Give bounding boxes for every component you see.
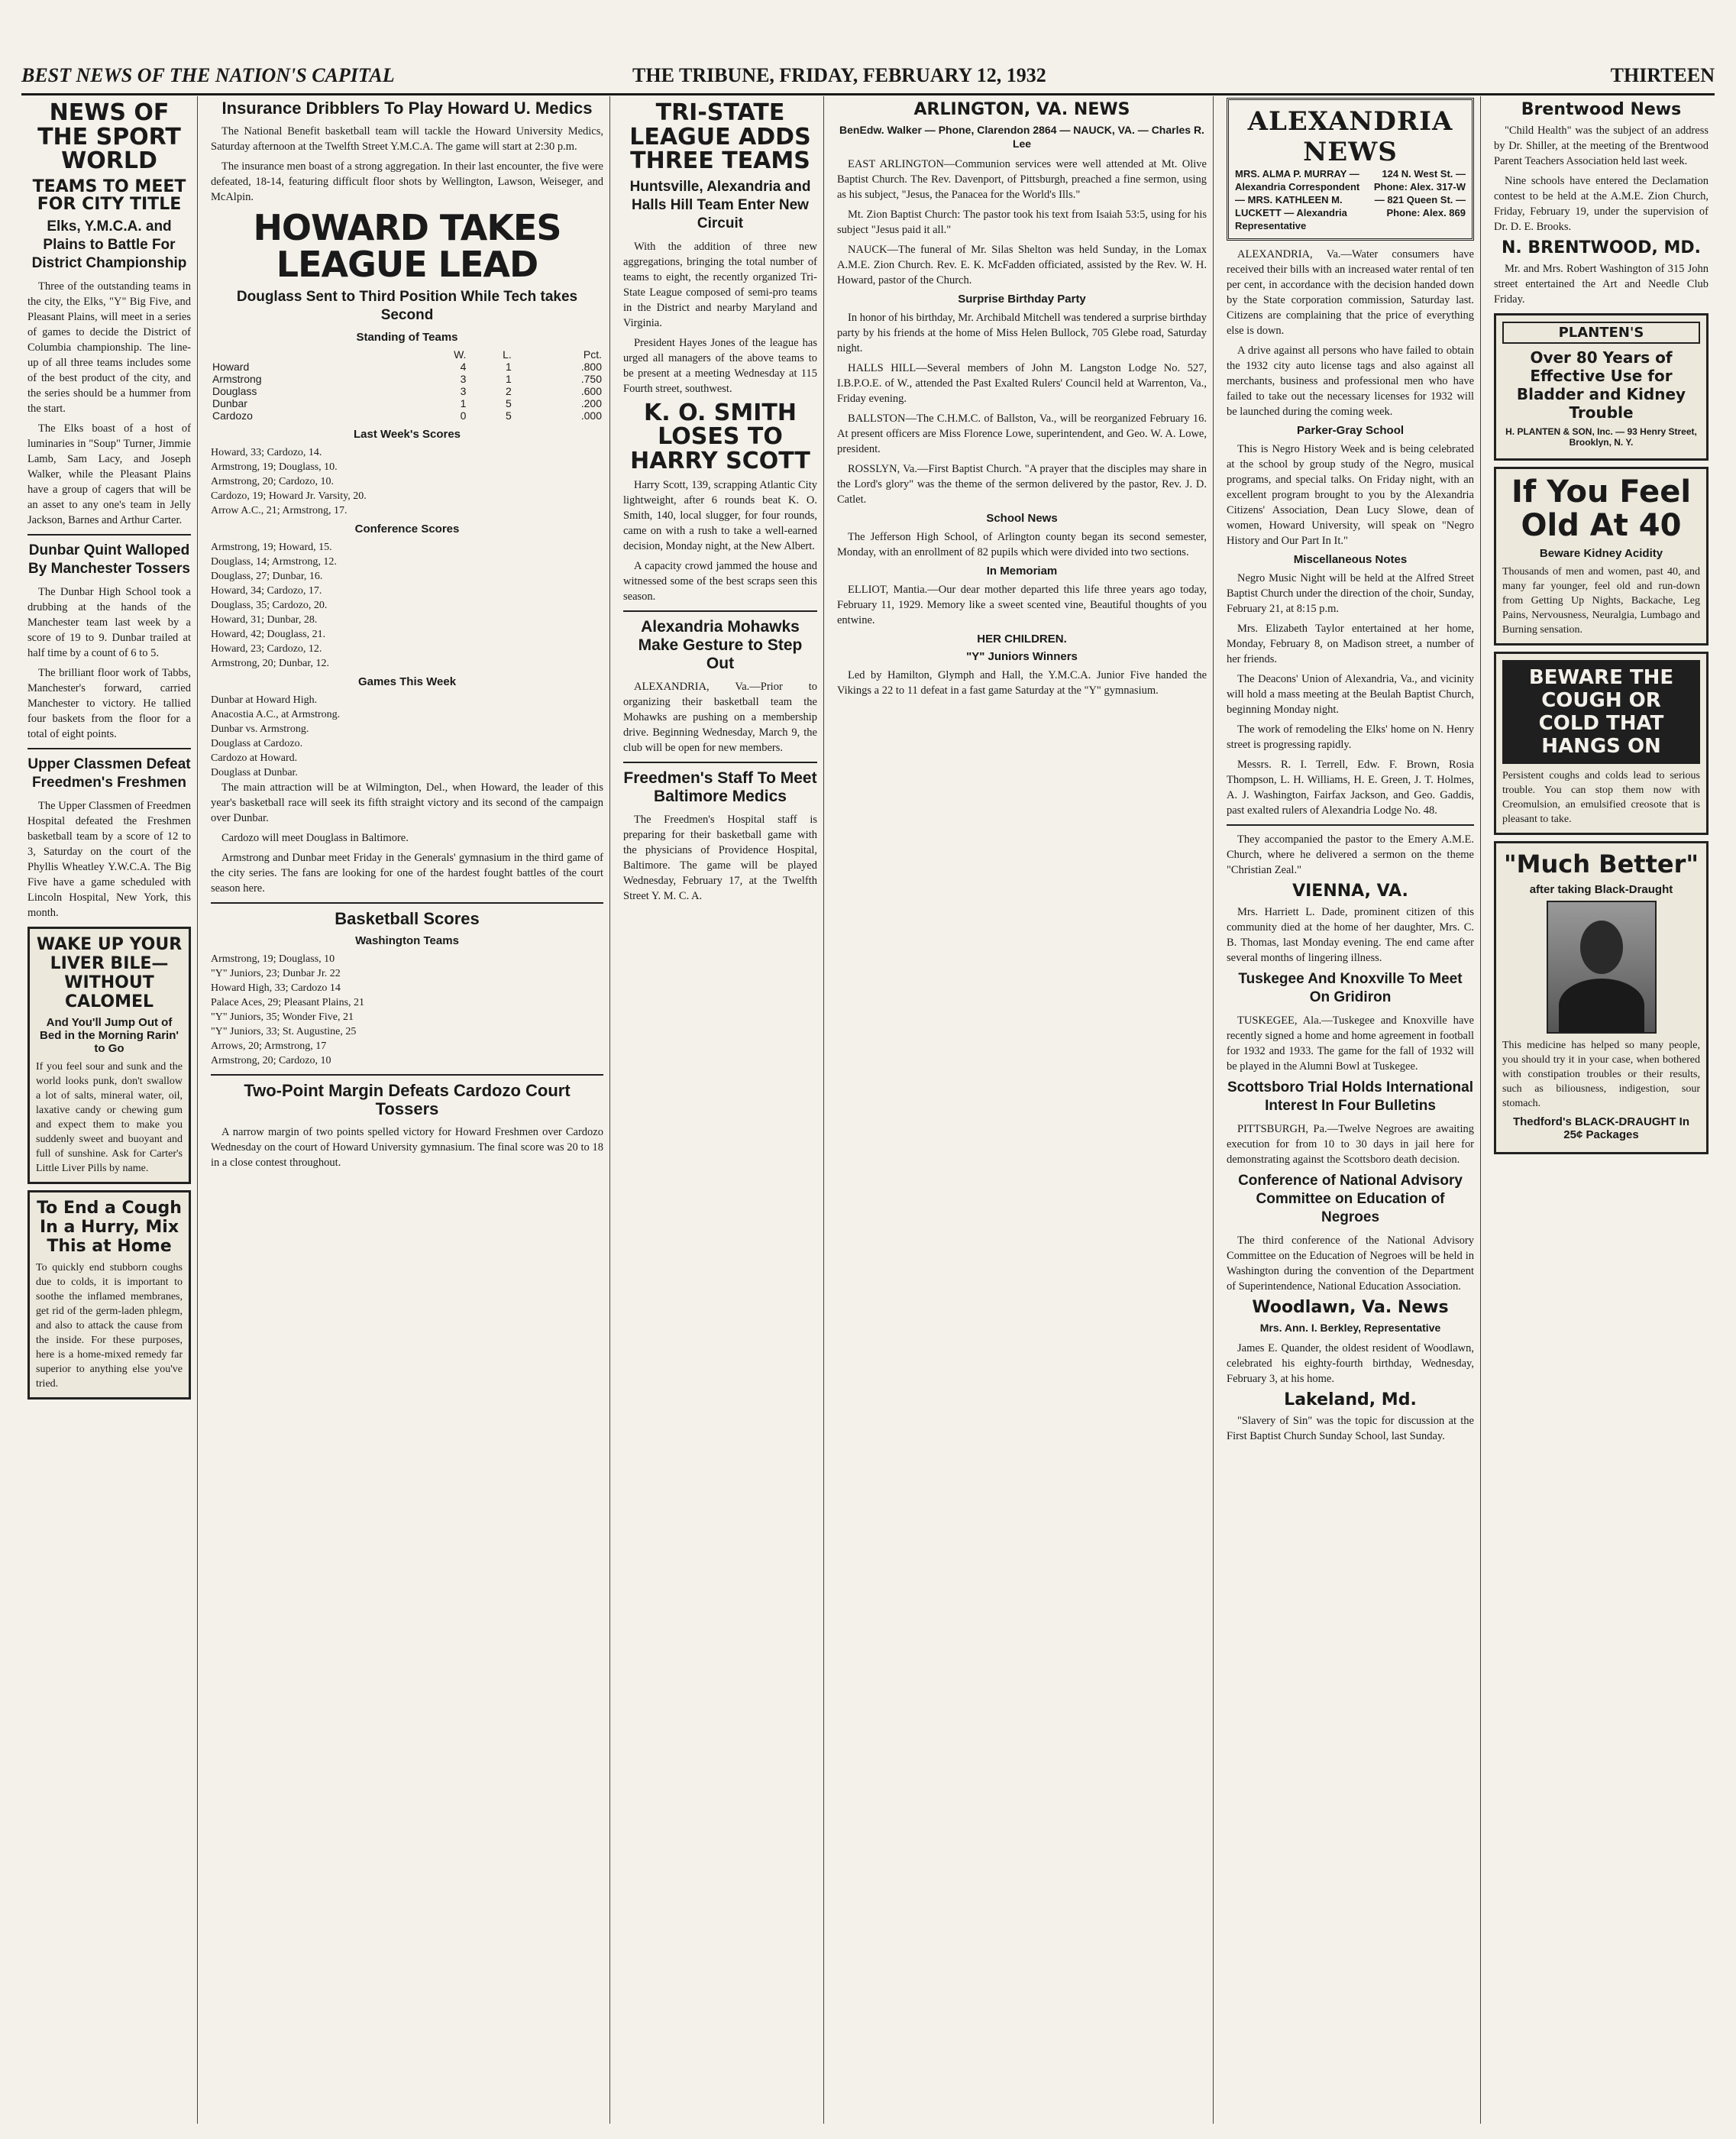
article-paragraph: The brilliant floor work of Tabbs, Manchester's forward, carried Manchester to victory. He tallied four baskets from the floor for a total of eight points. (27, 666, 191, 740)
article-paragraph: Cardozo will meet Douglass in Baltimore. (221, 831, 409, 844)
memoriam-signature: HER CHILDREN. (977, 633, 1067, 646)
ad-cough-title: To End a Cough In a Hurry, Mix This at Home (37, 1198, 182, 1256)
article-paragraph: The work of remodeling the Elks' home on N. Henry street is progressing rapidly. (1227, 723, 1474, 751)
ad-plantens-title: Over 80 Years of Effective Use for Bladder and Kidney Trouble (1516, 348, 1686, 422)
table-cell: .000 (580, 409, 602, 422)
article-paragraph: A drive against all persons who have failed to obtain the 1932 city auto license tags and also against all merchants, business and professional men who have failed to take out the necessary licenses for 1932 will be launched during the coming week. (1227, 345, 1474, 418)
article-paragraph: The main attraction will be at Wilmington, Del., when Howard, the leader of this year's basketball race will seek its fifth straight victory and its second of the campaign over Dunbar. (211, 781, 603, 824)
table-cell: 5 (505, 396, 512, 409)
ad-liver-body: If you feel sour and sunk and the world looks punk, don't swallow a lot of salts, mineral water, oil, laxative candy or chewing gum and expect them to make you suddenly sweet and buoyant and full of sunshine. Ask for Carter's Little Liver Pills by name. (36, 1060, 183, 1174)
article-paragraph: They accompanied the pastor to the Emery A.M.E. Church, where he delivered a sermon on the theme "Christian Zeal." (1227, 833, 1474, 876)
alexandria-nameplate-box (1227, 98, 1474, 241)
divider (623, 762, 817, 763)
ad-feel-old-sub: Beware Kidney Acidity (1539, 547, 1663, 561)
article-paragraph: ALEXANDRIA, Va.—Water consumers have received their bills with an increased water rental of ten per cent, in accordance with the decision handed down by the State corporation commission, Saturday last. Citizens are complaining that the price of everything else is down. (1227, 248, 1474, 337)
article-paragraph: ROSSLYN, Va.—First Baptist Church. "A prayer that the disciples may share in the Lord's glory" was the theme of the sermon delivered by the pastor, Rev. J. D. Catlet. (837, 463, 1207, 506)
article-paragraph: Led by Hamilton, Glymph and Hall, the Y.M.C.A. Junior Five handed the Vikings a 22 to 11 defeat in a fast game Saturday at the "Y" gymnasium. (837, 669, 1207, 697)
article-paragraph: The National Benefit basketball team will tackle the Howard University Medics, Saturday afternoon at the Twelfth Street Y.M.C.A. The game will start at 2:30 p.m. (211, 125, 603, 153)
table-cell: 3 (460, 372, 467, 385)
divider (1227, 824, 1474, 826)
table-cell: 1 (505, 372, 512, 385)
table-cell: .800 (580, 360, 602, 373)
headline-ko-smith: K. O. SMITH LOSES TO HARRY SCOTT (630, 399, 810, 474)
headline-city-title: TEAMS TO MEET FOR CITY TITLE (32, 176, 186, 214)
headline-brentwood: Brentwood News (1521, 100, 1682, 119)
column-league (617, 96, 824, 2124)
article-paragraph: HALLS HILL—Several members of John M. Langston Lodge No. 527, I.B.P.O.E. of W., attended the Past Exalted Rulers' Council held at Warrenton, Va., Friday evening. (837, 362, 1207, 406)
basketball-scores-title: Basketball Scores (335, 908, 480, 928)
table-cell: .600 (580, 384, 602, 397)
article-paragraph: NAUCK—The funeral of Mr. Silas Shelton was held Sunday, in the Lomax A.M.E. Zion Church. Rev. E. K. McFadden officiated, assisted by the Rev. W. H. Howard, pastor of the Church. (837, 244, 1207, 287)
article-paragraph: A capacity crowd jammed the house and witnessed some of the best scraps seen this season. (623, 560, 817, 603)
ad-feel-old-body: Thousands of men and women, past 40, and many far younger, feel old and run-down from Getting Up Nights, Backache, Leg Pains, Nervousness, Neuralgia, Lumbago and Burning sensation. (1502, 566, 1700, 636)
table-cell: 0 (460, 409, 467, 422)
list-item: Armstrong, 20; Dunbar, 12. (211, 657, 329, 669)
table-cell: 2 (505, 384, 512, 397)
list-item: Armstrong, 19; Douglass, 10 (211, 953, 335, 965)
conference-title: Conference Scores (354, 522, 460, 536)
table-cell: 1 (505, 360, 512, 373)
headline-upper-classmen: Upper Classmen Defeat Freedmen's Freshmen (27, 756, 191, 791)
standings-header-cell: L. (503, 348, 512, 361)
standings-header-cell: Pct. (583, 348, 602, 361)
table-cell: Dunbar (212, 396, 247, 409)
portrait-head (1580, 921, 1623, 974)
standings-table (211, 348, 603, 422)
ad-feel-old (1494, 467, 1709, 646)
article-paragraph: TUSKEGEE, Ala.—Tuskegee and Knoxville have recently signed a home and home agreement in football for 1932 and 1933. The game for the fall of 1932 will be played in the Alumni Bowl at Tuskegee. (1227, 1014, 1474, 1073)
article-paragraph: The Jefferson High School, of Arlington county began its second semester, Monday, with an enrollment of 82 pupils which were divided into two sections. (837, 531, 1207, 559)
ad-much-better-foot: Thedford's BLACK-DRAUGHT In 25¢ Packages (1512, 1115, 1690, 1142)
games-week-list (211, 693, 603, 780)
alexandria-credits (1235, 167, 1466, 232)
list-item: "Y" Juniors, 33; St. Augustine, 25 (211, 1025, 357, 1037)
portrait-illustration (1547, 901, 1657, 1034)
article-paragraph: EAST ARLINGTON—Communion services were well attended at Mt. Olive Baptist Church. The Rev. Davenport, of Pittsburgh, preached a fine sermon, using as his subject, "Jesus, the Panacea for the World's Ills." (837, 158, 1207, 202)
article-paragraph: The Deacons' Union of Alexandria, Va., and vicinity will hold a mass meeting at the Beulah Baptist Church, beginning Monday night. (1227, 673, 1474, 716)
article-paragraph: Mt. Zion Baptist Church: The pastor took his text from Isaiah 53:5, using for his subject "Jesus paid it all." (837, 209, 1207, 237)
table-cell: Cardozo (212, 409, 253, 422)
headline-dunbar: Dunbar Quint Walloped By Manchester Tossers (28, 542, 190, 577)
headline-woodlawn: Woodlawn, Va. News (1252, 1298, 1449, 1318)
list-item: Cardozo at Howard. (211, 752, 298, 764)
deck-tri-state: Huntsville, Alexandria and Halls Hill Team Enter New Circuit (629, 178, 811, 231)
headline-scottsboro: Scottsboro Trial Holds International Interest In Four Bulletins (1227, 1079, 1473, 1115)
list-item: Anacostia A.C., at Armstrong. (211, 708, 341, 720)
conference-list (211, 540, 603, 671)
headline-school-news: School News (986, 512, 1058, 526)
standings-header-cell (211, 348, 409, 361)
divider (211, 1074, 603, 1076)
article-paragraph: The third conference of the National Advisory Committee on the Education of Negroes will be held in Washington during the convention of the Department of Superintendence, National Education Association. (1227, 1235, 1474, 1293)
ad-liver-pills (27, 927, 191, 1184)
article-paragraph: In honor of his birthday, Mr. Archibald Mitchell was tendered a surprise birthday party by his friends at the home of Miss Helen Bullock, 705 Glebe road, Saturday night. (837, 312, 1207, 355)
washington-scores-list (211, 952, 603, 1068)
list-item: Douglass, 14; Armstrong, 12. (211, 555, 337, 568)
table-cell: 3 (460, 384, 467, 397)
article-paragraph: The Dunbar High School took a drubbing at the hands of the Manchester team last week by a score of 19 to 9. Dunbar trailed at half time by a count of 6 to 5. (27, 585, 191, 659)
list-item: Douglass, 35; Cardozo, 20. (211, 599, 328, 611)
list-item: "Y" Juniors, 23; Dunbar Jr. 22 (211, 967, 341, 979)
games-week-title: Games This Week (357, 675, 457, 688)
ad-plantens-brand: PLANTEN'S (1502, 322, 1700, 344)
table-cell: .750 (580, 372, 602, 385)
article-paragraph: The Upper Classmen of Freedmen Hospital defeated the Freshmen basketball team by a score of 12 to 3, Saturday on the court of the Phyllis Wheatley Y.W.C.A. The Big Five have a game scheduled with Lincoln Hospital, New York, this month. (27, 799, 191, 919)
article-paragraph: PITTSBURGH, Pa.—Twelve Negroes are awaiting execution for from 10 to 30 days in jail here for demonstrating against the Scottsboro death decision. (1227, 1123, 1474, 1167)
column-alexandria (1220, 96, 1481, 2124)
article-paragraph: The insurance men boast of a strong aggregation. In their last encounter, the five were defeated, 18-14, featuring difficult floor shots by Wellington, Lawson, Weiseger, and McAlpin. (211, 160, 603, 203)
list-item: "Y" Juniors, 35; Wonder Five, 21 (211, 1011, 354, 1023)
article-paragraph: James E. Quander, the oldest resident of Woodlawn, celebrated his eighty-fourth birthday, Wednesday, February 3, at his home. (1227, 1342, 1474, 1386)
headline-parker-gray: Parker-Gray School (1296, 424, 1405, 437)
headline-insurance: Insurance Dribblers To Play Howard U. Medics (221, 99, 593, 118)
credits-right: 124 N. West St. — Phone: Alex. 317-W — 821 Queen St. — Phone: Alex. 869 (1373, 168, 1466, 218)
table-row (211, 385, 603, 397)
headline-howard-lead: HOWARD TAKES LEAGUE LEAD (253, 207, 561, 286)
article-paragraph: Armstrong and Dunbar meet Friday in the Generals' gymnasium in the third game of the city series. The fans are looking for one of the hardest fought battles of the court season here. (211, 851, 603, 895)
table-cell: Douglass (212, 384, 257, 397)
washington-teams-title: Washington Teams (355, 934, 459, 947)
column-sports-left (21, 96, 198, 2124)
column-right (1488, 96, 1715, 2124)
list-item: Armstrong, 19; Douglass, 10. (211, 461, 338, 473)
ad-cough-body: To quickly end stubborn coughs due to colds, it is important to soothe the inflamed membranes, get rid of the germ-laden phlegm, and also to attack the cause from the inside. For these purposes, here is a home-mixed remedy far superior to anything else you've tried. (36, 1261, 183, 1390)
last-week-list (211, 445, 603, 518)
list-item: Howard, 33; Cardozo, 14. (211, 446, 322, 458)
sports-banner: NEWS OF THE SPORT WORLD (37, 99, 181, 174)
table-row (211, 397, 603, 409)
list-item: Armstrong, 19; Howard, 15. (211, 541, 332, 553)
list-item: Dunbar vs. Armstrong. (211, 723, 309, 735)
list-item: Douglass, 27; Dunbar, 16. (211, 570, 323, 582)
standing-title: Standing of Teams (356, 330, 458, 344)
list-item: Douglass at Dunbar. (211, 766, 298, 778)
standings-header-cell: W. (454, 348, 467, 361)
ad-beware-cough (1494, 652, 1709, 835)
ad-feel-old-title: If You Feel Old At 40 (1511, 474, 1692, 544)
ad-plantens (1494, 313, 1709, 461)
last-week-title: Last Week's Scores (353, 427, 461, 441)
list-item: Howard High, 33; Cardozo 14 (211, 982, 341, 994)
column-basketball (205, 96, 610, 2124)
article-paragraph: Harry Scott, 139, scrapping Atlantic City lightweight, after 6 rounds beat K. O. Smith, 140, local slugger, for four rounds, came on with a rush to take a well-earned decision, Monday night, at the New Albert. (623, 479, 817, 552)
standings-header-row (211, 348, 603, 361)
article-paragraph: A narrow margin of two points spelled victory for Howard Freshmen over Cardozo Wednesday on the court of Howard University gymnasium. The final score was 20 to 18 in a close contest throughout. (211, 1125, 603, 1169)
divider (27, 534, 191, 536)
ad-liver-title: WAKE UP YOUR LIVER BILE—WITHOUT CALOMEL (36, 934, 183, 1011)
alexandria-nameplate: ALEXANDRIA NEWS (1247, 106, 1453, 167)
headline-conference: Conference of National Advisory Committee on Education of Negroes (1238, 1173, 1463, 1226)
divider (211, 902, 603, 904)
byline-woodlawn: Mrs. Ann. I. Berkley, Representative (1259, 1322, 1441, 1335)
article-paragraph: ELLIOT, Mantia.—Our dear mother departed this life three years ago today, February 11, 1929. Memory like a sweet scented vine, Beautiful thoughts of you entwine. (837, 584, 1207, 627)
list-item: Douglass at Cardozo. (211, 737, 303, 749)
article-paragraph: BALLSTON—The C.H.M.C. of Ballston, Va., will be reorganized February 16. At present officers are Miss Florence Lowe, superintendent, and Geo. W. A. Lowe, president. (837, 413, 1207, 456)
portrait-shoulders (1559, 979, 1644, 1032)
headline-tuskegee: Tuskegee And Knoxville To Meet On Gridiron (1238, 971, 1463, 1006)
headline-n-brentwood: N. BRENTWOOD, MD. (1501, 238, 1702, 258)
article-paragraph: The Elks boast of a host of luminaries in "Soup" Turner, Jimmie Lamb, Sam Lacy, and Joseph Walker, while the Pleasant Plains have a group of cagers that will be an asset to any one's team in Jelly Jackson, Barnes and Arthur Carter. (27, 422, 191, 526)
list-item: Arrows, 20; Armstrong, 17 (211, 1040, 327, 1052)
masthead-dateline: THE TRIBUNE, FRIDAY, FEBRUARY 12, 1932 (632, 64, 1046, 86)
headline-y-juniors: "Y" Juniors Winners (966, 650, 1078, 664)
table-cell: 4 (460, 360, 467, 373)
article-paragraph: Messrs. R. I. Terrell, Edw. F. Brown, Rosia Thompson, L. H. Williams, H. E. Green, J. T. Holmes, A. J. Washington, Fairfax Jackson, and Geo. Gaddis, past exalted rulers of Alexandria Lodge No. 48. (1227, 759, 1474, 817)
ad-black-draught (1494, 841, 1709, 1154)
table-row (211, 373, 603, 385)
article-paragraph: Mrs. Elizabeth Taylor entertained at her home, Monday, February 8, on Madison street, a number of her friends. (1227, 623, 1474, 665)
article-paragraph: Three of the outstanding teams in the city, the Elks, "Y" Big Five, and Pleasant Plains, will meet in a series of games to decide the District of Columbia championship. The line-up of all three teams includes some of the best product of the city, and the series should be a hummer from the start. (27, 280, 191, 415)
table-row (211, 409, 603, 422)
ad-beware-title: BEWARE THE COUGH OR COLD THAT HANGS ON (1502, 660, 1700, 764)
table-cell: 5 (505, 409, 512, 422)
article-paragraph: "Slavery of Sin" was the topic for discussion at the First Baptist Church Sunday School, last Sunday. (1227, 1415, 1474, 1443)
ad-plantens-foot: H. PLANTEN & SON, Inc. — 93 Henry Street, Brooklyn, N. Y. (1505, 426, 1697, 448)
list-item: Dunbar at Howard High. (211, 694, 318, 706)
headline-arlington: ARLINGTON, VA. NEWS (913, 100, 1130, 119)
headline-lakeland: Lakeland, Md. (1284, 1390, 1417, 1410)
headline-freedmen-staff: Freedmen's Staff To Meet Baltimore Medics (623, 769, 817, 805)
table-cell: .200 (580, 396, 602, 409)
list-item: Arrow A.C., 21; Armstrong, 17. (211, 504, 348, 516)
article-paragraph: With the addition of three new aggregations, bringing the total number of teams to eight, the recently organized Tri-State League composed of semi-pro teams in the District and nearby Maryland and Virginia. (623, 240, 817, 329)
ad-much-better-sub: after taking Black-Draught (1529, 883, 1673, 897)
article-paragraph: Mr. and Mrs. Robert Washington of 315 John street entertained the Art and Needle Club Friday. (1494, 263, 1709, 306)
credits-left: MRS. ALMA P. MURRAY — Alexandria Correspondent — MRS. KATHLEEN M. LUCKETT — Alexandria Representative (1235, 168, 1360, 231)
headline-memoriam: In Memoriam (986, 565, 1058, 578)
headline-misc-notes: Miscellaneous Notes (1293, 553, 1408, 566)
ad-much-better-body: This medicine has helped so many people, you should try it in your case, when bothered with constipation troubles or their results, such as biliousness, indigestion, sour stomach. (1502, 1040, 1700, 1110)
list-item: Howard, 42; Douglass, 21. (211, 628, 326, 640)
byline-arlington: BenEdw. Walker — Phone, Clarendon 2864 — NAUCK, VA. — Charles R. Lee (839, 124, 1204, 150)
headline-birthday: Surprise Birthday Party (958, 293, 1086, 306)
article-paragraph: Mrs. Harriett L. Dade, prominent citizen of this community died at the home of her daughter, Mrs. C. B. Thomas, last Monday evening. The end came after several months of lingering illness. (1227, 906, 1474, 965)
article-paragraph: "Child Health" was the subject of an address by Dr. Shiller, at the meeting of the Brentwood Parent Teachers Association held last week. (1494, 125, 1709, 168)
list-item: Armstrong, 20; Cardozo, 10. (211, 475, 334, 487)
column-arlington (831, 96, 1214, 2124)
list-item: Palace Aces, 29; Pleasant Plains, 21 (211, 996, 365, 1008)
headline-mohawks: Alexandria Mohawks Make Gesture to Step Out (638, 618, 803, 672)
article-paragraph: This is Negro History Week and is being celebrated at the school by group study of the Negro, musical programs, and special talks. On Friday night, with an excellent program brought to you by the Alexandria Citizens' Association, Dean Lucy Slowe, dean of women, Howard University, will speak on "Negro History and Our Part In It." (1227, 443, 1474, 547)
table-cell: Howard (212, 360, 250, 373)
deck-city-title: Elks, Y.M.C.A. and Plains to Battle For District Championship (31, 218, 187, 271)
article-paragraph: ALEXANDRIA, Va.—Prior to organizing their basketball team the Mohawks are pushing on a membership drive. Beginning Wednesday, March 9, the club will be open for new members. (623, 681, 817, 754)
list-item: Armstrong, 20; Cardozo, 10 (211, 1054, 331, 1066)
list-item: Howard, 31; Dunbar, 28. (211, 613, 318, 626)
article-paragraph: Nine schools have entered the Declamation contest to be held at the A.M.E. Zion Church, Friday, February 19, under the supervision of Dr. D. E. Brooks. (1494, 175, 1709, 234)
article-paragraph: The Freedmen's Hospital staff is preparing for their basketball game with the physicians of Providence Hospital, Baltimore. The game will be played Wednesday, February 17, at the Twelfth Street Y. M. C. A. (623, 814, 817, 902)
masthead-slogan: BEST NEWS OF THE NATION'S CAPITAL (21, 64, 395, 86)
ad-liver-sub: And You'll Jump Out of Bed in the Morning Rarin' to Go (40, 1015, 179, 1055)
table-row (211, 361, 603, 373)
list-item: Cardozo, 19; Howard Jr. Varsity, 20. (211, 490, 367, 502)
article-paragraph: Negro Music Night will be held at the Alfred Street Baptist Church under the direction of the choir, Sunday, February 21, at 8:15 p.m. (1227, 572, 1474, 615)
divider (623, 610, 817, 612)
headline-two-point: Two-Point Margin Defeats Cardozo Court Tossers (244, 1080, 571, 1118)
headline-vienna: VIENNA, VA. (1292, 882, 1408, 901)
headline-tri-state: TRI-STATE LEAGUE ADDS THREE TEAMS (629, 99, 811, 174)
ad-much-better-title: "Much Better" (1503, 849, 1699, 879)
deck-howard-lead: Douglass Sent to Third Position While Tech takes Second (236, 288, 578, 323)
article-paragraph: President Hayes Jones of the league has urged all managers of the above teams to be present at a meeting Wednesday at 115 Fourth street, southwest. (623, 336, 817, 395)
masthead (21, 60, 1715, 95)
table-cell: Armstrong (212, 372, 262, 385)
list-item: Howard, 23; Cardozo, 12. (211, 642, 322, 655)
ad-cough-mix (27, 1190, 191, 1400)
divider (27, 748, 191, 749)
page-number: THIRTEEN (1610, 64, 1715, 86)
table-cell: 1 (460, 396, 467, 409)
ad-beware-body: Persistent coughs and colds lead to serious trouble. You can stop them now with Creomulsion, an emulsified creosote that is pleasant to take. (1502, 770, 1700, 826)
list-item: Howard, 34; Cardozo, 17. (211, 584, 322, 597)
